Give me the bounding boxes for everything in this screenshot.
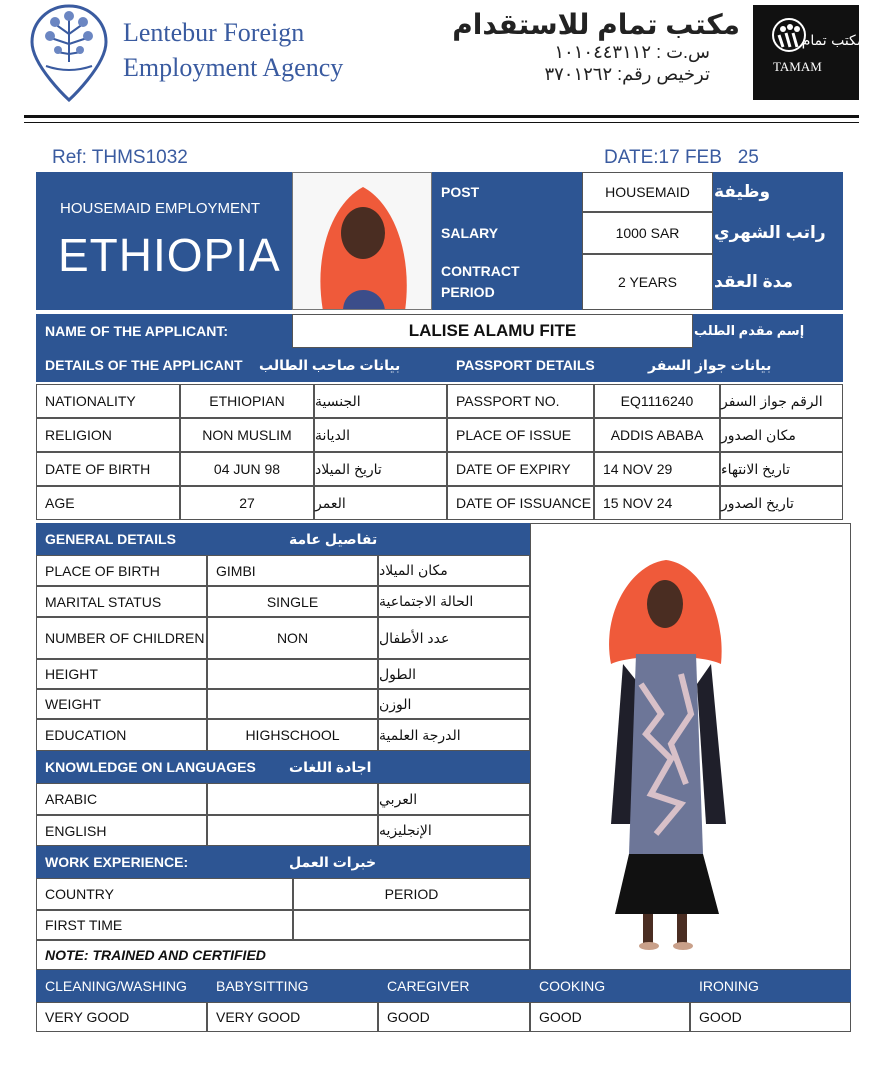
- reference-number: Ref: THMS1032: [52, 147, 188, 168]
- contract-period-label: CONTRACT PERIOD: [432, 254, 582, 310]
- passport-arabic-label: مكان الصدور: [720, 418, 843, 452]
- work-country-label: COUNTRY: [36, 878, 293, 910]
- skill-level: VERY GOOD: [36, 1002, 207, 1032]
- passport-section-header: PASSPORT DETAILS: [447, 348, 647, 382]
- skill-name: IRONING: [690, 970, 851, 1002]
- contract-period-arabic-label: مدة العقد: [713, 254, 843, 310]
- skill-name: COOKING: [530, 970, 690, 1002]
- document-date: DATE:17 FEB 25: [604, 147, 759, 168]
- passport-arabic-label: تاريخ الصدور: [720, 486, 843, 520]
- language-label: ARABIC: [36, 783, 207, 815]
- passport-value: EQ1116240: [594, 384, 720, 418]
- passport-value: 15 NOV 24: [594, 486, 720, 520]
- language-value: [207, 815, 378, 846]
- arabic-license-number: ترخيص رقم: ٣٧٠١٢٦٢: [544, 64, 710, 84]
- passport-label: PLACE OF ISSUE: [447, 418, 594, 452]
- detail-arabic-label: الديانة: [314, 418, 447, 452]
- passport-arabic-label: تاريخ الانتهاء: [720, 452, 843, 486]
- general-value: [207, 659, 378, 689]
- skill-level: GOOD: [378, 1002, 530, 1032]
- header-divider-thin: [24, 122, 859, 123]
- work-first-time: FIRST TIME: [36, 910, 293, 940]
- general-label: WEIGHT: [36, 689, 207, 719]
- detail-value: ETHIOPIAN: [180, 384, 314, 418]
- passport-arabic-label: الرقم جواز السفر: [720, 384, 843, 418]
- tamam-logo-arabic: مكتب تمام: [801, 33, 859, 49]
- post-value: HOUSEMAID: [582, 172, 713, 212]
- applicant-name-label: NAME OF THE APPLICANT:: [36, 314, 292, 348]
- skill-level: GOOD: [530, 1002, 690, 1032]
- detail-arabic-label: العمر: [314, 486, 447, 520]
- applicant-name-arabic-label: إسم مقدم الطلب: [693, 314, 843, 348]
- post-label: POST: [432, 172, 582, 212]
- work-first-time-empty: [293, 910, 530, 940]
- banner-subtitle: HOUSEMAID EMPLOYMENT: [60, 200, 261, 217]
- skill-name: CLEANING/WASHING: [36, 970, 207, 1002]
- general-value: NON: [207, 617, 378, 659]
- applicant-portrait-photo: [292, 172, 432, 310]
- header-divider-thick: [24, 115, 859, 118]
- general-value: GIMBI: [207, 555, 378, 586]
- passport-value: ADDIS ABABA: [594, 418, 720, 452]
- applicant-name: LALISE ALAMU FITE: [292, 314, 693, 348]
- skill-level: GOOD: [690, 1002, 851, 1032]
- salary-label: SALARY: [432, 212, 582, 254]
- detail-value: 27: [180, 486, 314, 520]
- general-value: SINGLE: [207, 586, 378, 617]
- arabic-cr-number: س.ت : ١٠١٠٤٤٣١١٢: [554, 42, 710, 62]
- general-arabic-label: الطول: [378, 659, 530, 689]
- detail-value: NON MUSLIM: [180, 418, 314, 452]
- passport-label: DATE OF EXPIRY: [447, 452, 594, 486]
- post-arabic-label: وظيفة: [713, 172, 843, 212]
- language-value: [207, 783, 378, 815]
- detail-arabic-label: تاريخ الميلاد: [314, 452, 447, 486]
- skill-name: CAREGIVER: [378, 970, 530, 1002]
- general-label: NUMBER OF CHILDREN: [36, 617, 207, 659]
- general-arabic-label: الوزن: [378, 689, 530, 719]
- general-label: PLACE OF BIRTH: [36, 555, 207, 586]
- details-section-header-arabic: بيانات صاحب الطالب: [258, 348, 447, 382]
- applicant-full-body-photo: [530, 523, 851, 970]
- general-arabic-label: الحالة الاجتماعية: [378, 586, 530, 617]
- general-label: MARITAL STATUS: [36, 586, 207, 617]
- work-period-label: PERIOD: [293, 878, 530, 910]
- tamam-logo: [753, 5, 859, 100]
- detail-arabic-label: الجنسية: [314, 384, 447, 418]
- contract-period-value: 2 YEARS: [582, 254, 713, 310]
- passport-label: PASSPORT NO.: [447, 384, 594, 418]
- passport-section-header-arabic: بيانات جواز السفر: [647, 348, 843, 382]
- passport-value: 14 NOV 29: [594, 452, 720, 486]
- skill-level: VERY GOOD: [207, 1002, 378, 1032]
- banner-country: ETHIOPIA: [58, 229, 281, 281]
- general-value: [207, 689, 378, 719]
- languages-section-header-arabic: اجادة اللغات: [288, 751, 530, 783]
- arabic-office-name: مكتب تمام للاستقدام: [452, 9, 740, 40]
- details-section-header: DETAILS OF THE APPLICANT: [36, 348, 258, 382]
- country-banner: [36, 172, 292, 310]
- general-arabic-label: مكان الميلاد: [378, 555, 530, 586]
- detail-value: 04 JUN 98: [180, 452, 314, 486]
- salary-value: 1000 SAR: [582, 212, 713, 254]
- language-label: ENGLISH: [36, 815, 207, 846]
- detail-label: DATE OF BIRTH: [36, 452, 180, 486]
- language-arabic-label: الإنجليزيه: [378, 815, 530, 846]
- detail-label: AGE: [36, 486, 180, 520]
- agency-name-line2: Employment Agency: [123, 53, 344, 82]
- general-arabic-label: عدد الأطفال: [378, 617, 530, 659]
- detail-label: RELIGION: [36, 418, 180, 452]
- languages-section-header: KNOWLEDGE ON LANGUAGES: [36, 751, 288, 783]
- work-section-header-arabic: خبرات العمل: [288, 846, 530, 878]
- work-note: NOTE: TRAINED AND CERTIFIED: [36, 940, 530, 970]
- passport-label: DATE OF ISSUANCE: [447, 486, 594, 520]
- language-arabic-label: العربي: [378, 783, 530, 815]
- agency-name-line1: Lentebur Foreign: [123, 18, 305, 47]
- general-arabic-label: الدرجة العلمية: [378, 719, 530, 751]
- general-label: EDUCATION: [36, 719, 207, 751]
- general-section-header-arabic: تفاصيل عامة: [288, 523, 530, 555]
- tamam-logo-text: TAMAM: [773, 59, 822, 74]
- detail-label: NATIONALITY: [36, 384, 180, 418]
- skill-name: BABYSITTING: [207, 970, 378, 1002]
- agency-logo: [30, 4, 108, 102]
- work-section-header: WORK EXPERIENCE:: [36, 846, 288, 878]
- salary-arabic-label: راتب الشهري: [713, 212, 843, 254]
- general-label: HEIGHT: [36, 659, 207, 689]
- general-section-header: GENERAL DETAILS: [36, 523, 288, 555]
- general-value: HIGHSCHOOL: [207, 719, 378, 751]
